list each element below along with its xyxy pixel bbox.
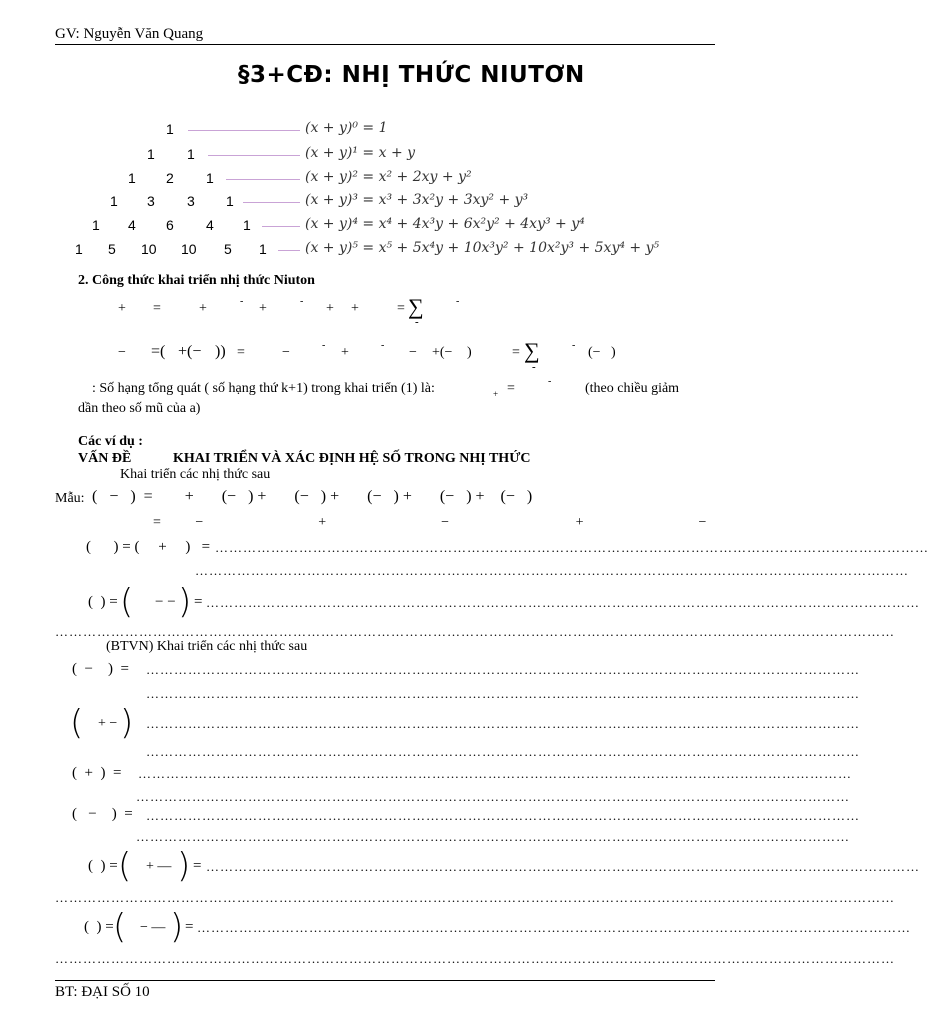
answer-dots: ……………………………………………………………………………………………………………………………………… bbox=[197, 920, 911, 935]
pascal-cell: 3 bbox=[147, 193, 155, 209]
homework-6-equals: = bbox=[185, 919, 194, 935]
homework-6-lhs: ( ) = bbox=[84, 919, 114, 935]
answer-dots: ……………………………………………………………………………………………………………………………………… bbox=[146, 662, 860, 677]
connector-line bbox=[208, 155, 300, 156]
big-paren-close: ) bbox=[170, 907, 184, 947]
pascal-cell: 1 bbox=[243, 217, 251, 233]
pascal-cell: 1 bbox=[166, 121, 174, 137]
math-sign: - bbox=[300, 296, 304, 307]
big-paren-open: ( bbox=[120, 582, 134, 622]
general-term-equals: = bbox=[507, 381, 515, 396]
general-term-text: : Số hạng tổng quát ( số hạng thứ k+1) trong khai triển (1) là: bbox=[92, 381, 435, 396]
answer-dots: ……………………………………………………………………………………………………………………………………… bbox=[146, 686, 860, 701]
big-paren-open: ( bbox=[113, 907, 127, 947]
pascal-cell: 10 bbox=[181, 241, 197, 257]
pascal-cell: 1 bbox=[110, 193, 118, 209]
math-sign: + bbox=[259, 301, 267, 316]
answer-dots: ……………………………………………………………………………………………………………………………………… bbox=[136, 829, 850, 844]
example-1-lhs: ( ) = ( + ) = bbox=[86, 539, 211, 555]
math-sign: - bbox=[240, 296, 244, 307]
pascal-cell: 2 bbox=[166, 170, 174, 186]
math-sign: (− bbox=[588, 345, 601, 360]
binomial-formula: (x + y)⁴ = x⁴ + 4x³y + 6x²y² + 4xy³ + y⁴ bbox=[305, 216, 585, 232]
pascal-cell: 1 bbox=[259, 241, 267, 257]
answer-dots: ……………………………………………………………………………………………………………………………………… bbox=[195, 563, 909, 578]
general-term-note: (theo chiều giảm bbox=[585, 381, 680, 396]
sigma-symbol: ∑ bbox=[524, 338, 540, 363]
pascal-cell: 3 bbox=[187, 193, 195, 209]
pascal-cell: 4 bbox=[206, 217, 214, 233]
math-sign: - bbox=[456, 296, 460, 307]
answer-dots: ……………………………………………………………………………………………………………………………………… bbox=[146, 716, 860, 731]
answer-dots: ……………………………………………………………………………………………………………………………………… bbox=[138, 766, 852, 781]
homework-6-inner: − — bbox=[140, 920, 166, 935]
answer-dots: ……………………………………………………………………………………………………………………………………… bbox=[215, 540, 929, 555]
math-sign: + bbox=[199, 301, 207, 316]
math-sign: − bbox=[118, 345, 126, 360]
pascal-cell: 5 bbox=[108, 241, 116, 257]
general-term-minus: - bbox=[548, 376, 552, 387]
pascal-cell: 5 bbox=[224, 241, 232, 257]
math-sign: +(− bbox=[432, 345, 453, 360]
pascal-cell: 1 bbox=[147, 146, 155, 162]
answer-dots: ……………………………………………………………………………………………………………………………………………………………… bbox=[55, 624, 895, 639]
header-author: GV: Nguyễn Văn Quang bbox=[55, 26, 204, 42]
answer-dots: ……………………………………………………………………………………………………………………………………… bbox=[206, 595, 920, 610]
connector-line bbox=[262, 226, 300, 227]
math-sign: )) bbox=[215, 343, 226, 360]
pascal-cell: 4 bbox=[128, 217, 136, 233]
answer-dots: ……………………………………………………………………………………………………………………………………… bbox=[146, 808, 860, 823]
general-term-note-cont: dần theo số mũ của a) bbox=[78, 401, 201, 416]
problem-label: VẤN ĐỀ bbox=[78, 451, 132, 466]
math-sign: =( bbox=[151, 343, 166, 360]
math-sign: - bbox=[415, 316, 419, 328]
pascal-cell: 1 bbox=[187, 146, 195, 162]
binomial-formula: (x + y)³ = x³ + 3x²y + 3xy² + y³ bbox=[305, 192, 529, 208]
math-sign: = bbox=[237, 345, 245, 360]
binomial-formula: (x + y)¹ = x + y bbox=[305, 145, 416, 161]
math-sign: − bbox=[409, 345, 417, 360]
sample-line-1: ( − ) = + (− ) + (− ) + (− ) + (− ) + (− ) bbox=[92, 488, 533, 505]
instruction-text: Khai triển các nhị thức sau bbox=[120, 467, 271, 482]
homework-2-inner: + − bbox=[98, 716, 118, 731]
math-sign: = bbox=[512, 345, 520, 360]
pascal-cell: 1 bbox=[226, 193, 234, 209]
sample-label: Mẫu: bbox=[55, 491, 85, 506]
pascal-cell: 1 bbox=[75, 241, 83, 257]
big-paren-close: ) bbox=[178, 582, 192, 622]
footer-label: BT: ĐẠI SỐ 10 bbox=[55, 984, 150, 1000]
math-sign: = bbox=[153, 301, 161, 316]
answer-dots: ……………………………………………………………………………………………………………………………………… bbox=[136, 789, 850, 804]
math-sign: +(− bbox=[178, 343, 202, 360]
answer-dots: ……………………………………………………………………………………………………………………………………… bbox=[146, 744, 860, 759]
math-sign: - bbox=[381, 340, 385, 351]
connector-line bbox=[226, 179, 300, 180]
math-sign: + bbox=[341, 345, 349, 360]
homework-4-lhs: ( − ) = bbox=[72, 806, 133, 822]
pascal-cell: 1 bbox=[128, 170, 136, 186]
page-title: §3+CĐ: NHỊ THỨC NIUTƠN bbox=[238, 62, 585, 88]
pascal-cell: 10 bbox=[141, 241, 157, 257]
answer-dots: ……………………………………………………………………………………………………………………………………………………………… bbox=[55, 951, 895, 966]
binomial-formula: (x + y)⁰ = 1 bbox=[305, 120, 388, 136]
sigma-symbol: ∑ bbox=[408, 294, 424, 319]
example-2-equals: = bbox=[194, 594, 203, 610]
connector-line bbox=[243, 202, 300, 203]
math-sign: = bbox=[397, 301, 405, 316]
section-heading: 2. Công thức khai triển nhị thức Niuton bbox=[78, 273, 315, 288]
example-2-lhs: ( ) = bbox=[88, 594, 118, 610]
answer-dots: ……………………………………………………………………………………………………………………………………… bbox=[206, 859, 920, 874]
problem-title: KHAI TRIỂN VÀ XÁC ĐỊNH HỆ SỐ TRONG NHỊ THỨC bbox=[173, 451, 531, 466]
connector-line bbox=[188, 130, 300, 131]
homework-3-lhs: ( + ) = bbox=[72, 765, 122, 781]
homework-5-equals: = bbox=[193, 858, 202, 874]
pascal-cell: 6 bbox=[166, 217, 174, 233]
header-rule bbox=[55, 44, 715, 45]
answer-dots: ……………………………………………………………………………………………………………………………………………………………… bbox=[55, 890, 895, 905]
math-sign: ) bbox=[467, 345, 472, 360]
example-2-inner: − − bbox=[155, 594, 176, 610]
sample-line-2: = − + − + − bbox=[153, 515, 707, 530]
connector-line bbox=[278, 250, 300, 251]
big-paren-close: ) bbox=[120, 703, 134, 743]
math-sign: - bbox=[572, 340, 576, 351]
pascal-cell: 1 bbox=[92, 217, 100, 233]
examples-heading: Các ví dụ : bbox=[78, 434, 143, 449]
math-sign: + bbox=[118, 301, 126, 316]
footer-rule bbox=[55, 980, 715, 981]
homework-5-inner: + — bbox=[146, 859, 172, 874]
homework-heading: (BTVN) Khai triển các nhị thức sau bbox=[106, 639, 308, 654]
homework-1-lhs: ( − ) = bbox=[72, 661, 129, 677]
math-sign: - bbox=[322, 340, 326, 351]
binomial-formula: (x + y)⁵ = x⁵ + 5x⁴y + 10x³y² + 10x²y³ + 5xy⁴ + y⁵ bbox=[305, 240, 660, 256]
pascal-cell: 1 bbox=[206, 170, 214, 186]
general-term-subscript: + bbox=[493, 389, 499, 399]
math-sign: + bbox=[351, 301, 359, 316]
math-sign: ) bbox=[611, 345, 616, 360]
big-paren-open: ( bbox=[70, 703, 84, 743]
math-sign: - bbox=[532, 361, 536, 373]
math-sign: + bbox=[326, 301, 334, 316]
binomial-formula: (x + y)² = x² + 2xy + y² bbox=[305, 169, 472, 185]
big-paren-close: ) bbox=[177, 846, 191, 886]
math-sign: − bbox=[282, 345, 290, 360]
big-paren-open: ( bbox=[118, 846, 132, 886]
homework-5-lhs: ( ) = bbox=[88, 858, 118, 874]
